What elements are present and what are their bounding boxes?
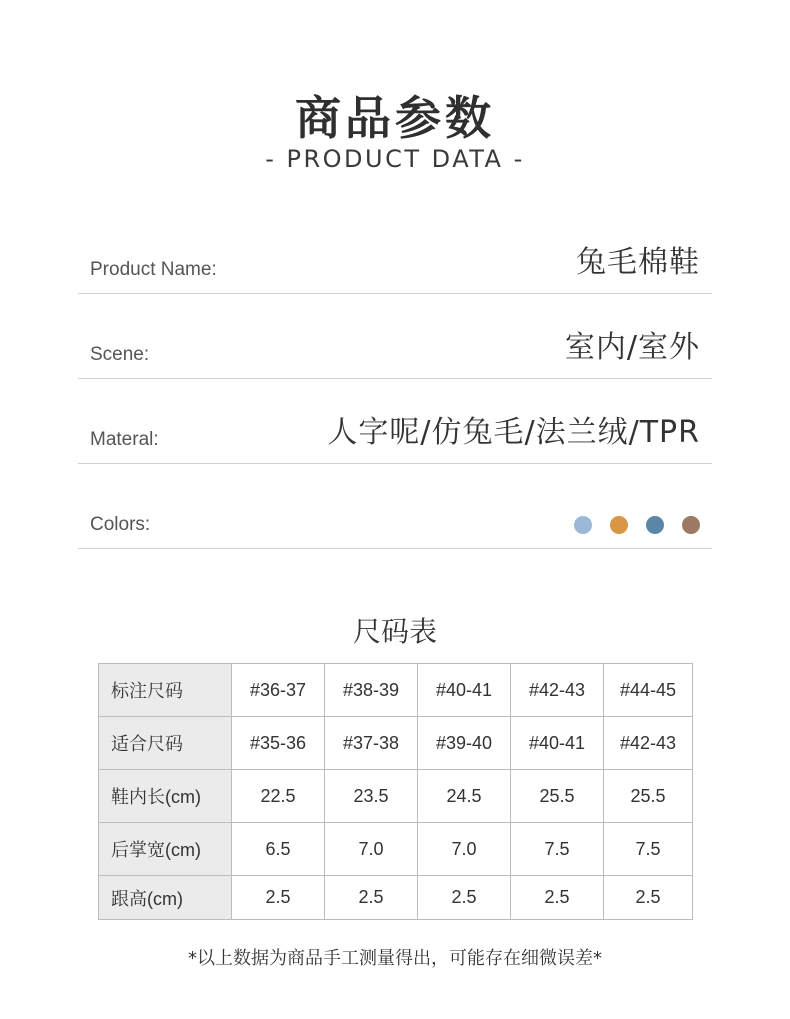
spec-label: Scene: — [90, 344, 150, 365]
table-cell: #42-43 — [511, 664, 604, 717]
table-cell: #40-41 — [511, 717, 604, 770]
table-cell: #39-40 — [418, 717, 511, 770]
table-row — [99, 664, 693, 717]
table-cell: #36-37 — [232, 664, 325, 717]
table-cell: 2.5 — [604, 876, 693, 920]
row-header: 适合尺码 — [99, 717, 232, 770]
table-cell: #40-41 — [418, 664, 511, 717]
color-swatch-orange[interactable] — [610, 516, 628, 534]
page-title-cn: 商品参数 — [295, 91, 495, 145]
spec-value: 室内/室外 — [564, 330, 700, 365]
table-cell: 2.5 — [232, 876, 325, 920]
color-swatches — [574, 516, 700, 534]
row-header: 后掌宽(cm) — [99, 823, 232, 876]
table-cell: 25.5 — [604, 770, 693, 823]
table-cell: 22.5 — [232, 770, 325, 823]
table-cell: 2.5 — [511, 876, 604, 920]
measurement-footnote: *以上数据为商品手工测量得出，可能存在细微误差* — [188, 948, 602, 969]
table-cell: 7.0 — [325, 823, 418, 876]
color-swatch-brown[interactable] — [682, 516, 700, 534]
spec-label: Materal: — [90, 429, 159, 450]
size-table — [98, 663, 693, 920]
row-header: 标注尺码 — [99, 664, 232, 717]
row-header: 跟高(cm) — [99, 876, 232, 920]
spec-value: 人字呢/仿兔毛/法兰绒/TPR — [327, 415, 700, 450]
table-row — [99, 717, 693, 770]
page-title-en: - PRODUCT DATA - — [265, 145, 525, 173]
table-cell: #44-45 — [604, 664, 693, 717]
color-swatch-light-blue[interactable] — [574, 516, 592, 534]
table-cell: 7.0 — [418, 823, 511, 876]
table-row — [99, 823, 693, 876]
table-cell: 2.5 — [325, 876, 418, 920]
table-cell: 24.5 — [418, 770, 511, 823]
table-cell: 2.5 — [418, 876, 511, 920]
spec-label: Colors: — [90, 514, 151, 535]
color-swatch-steel-blue[interactable] — [646, 516, 664, 534]
row-header: 鞋内长(cm) — [99, 770, 232, 823]
table-cell: 7.5 — [511, 823, 604, 876]
size-chart-title: 尺码表 — [352, 615, 437, 648]
spec-row-colors — [78, 464, 712, 549]
table-cell: #37-38 — [325, 717, 418, 770]
spec-row-product-name — [78, 209, 712, 294]
spec-row-scene — [78, 294, 712, 379]
table-cell: #38-39 — [325, 664, 418, 717]
table-row — [99, 770, 693, 823]
table-cell: 7.5 — [604, 823, 693, 876]
table-cell: 25.5 — [511, 770, 604, 823]
table-cell: #35-36 — [232, 717, 325, 770]
table-cell: #42-43 — [604, 717, 693, 770]
spec-value: 兔毛棉鞋 — [576, 245, 700, 280]
table-row — [99, 876, 693, 920]
spec-row-material — [78, 379, 712, 464]
table-cell: 6.5 — [232, 823, 325, 876]
table-cell: 23.5 — [325, 770, 418, 823]
spec-label: Product Name: — [90, 259, 217, 280]
